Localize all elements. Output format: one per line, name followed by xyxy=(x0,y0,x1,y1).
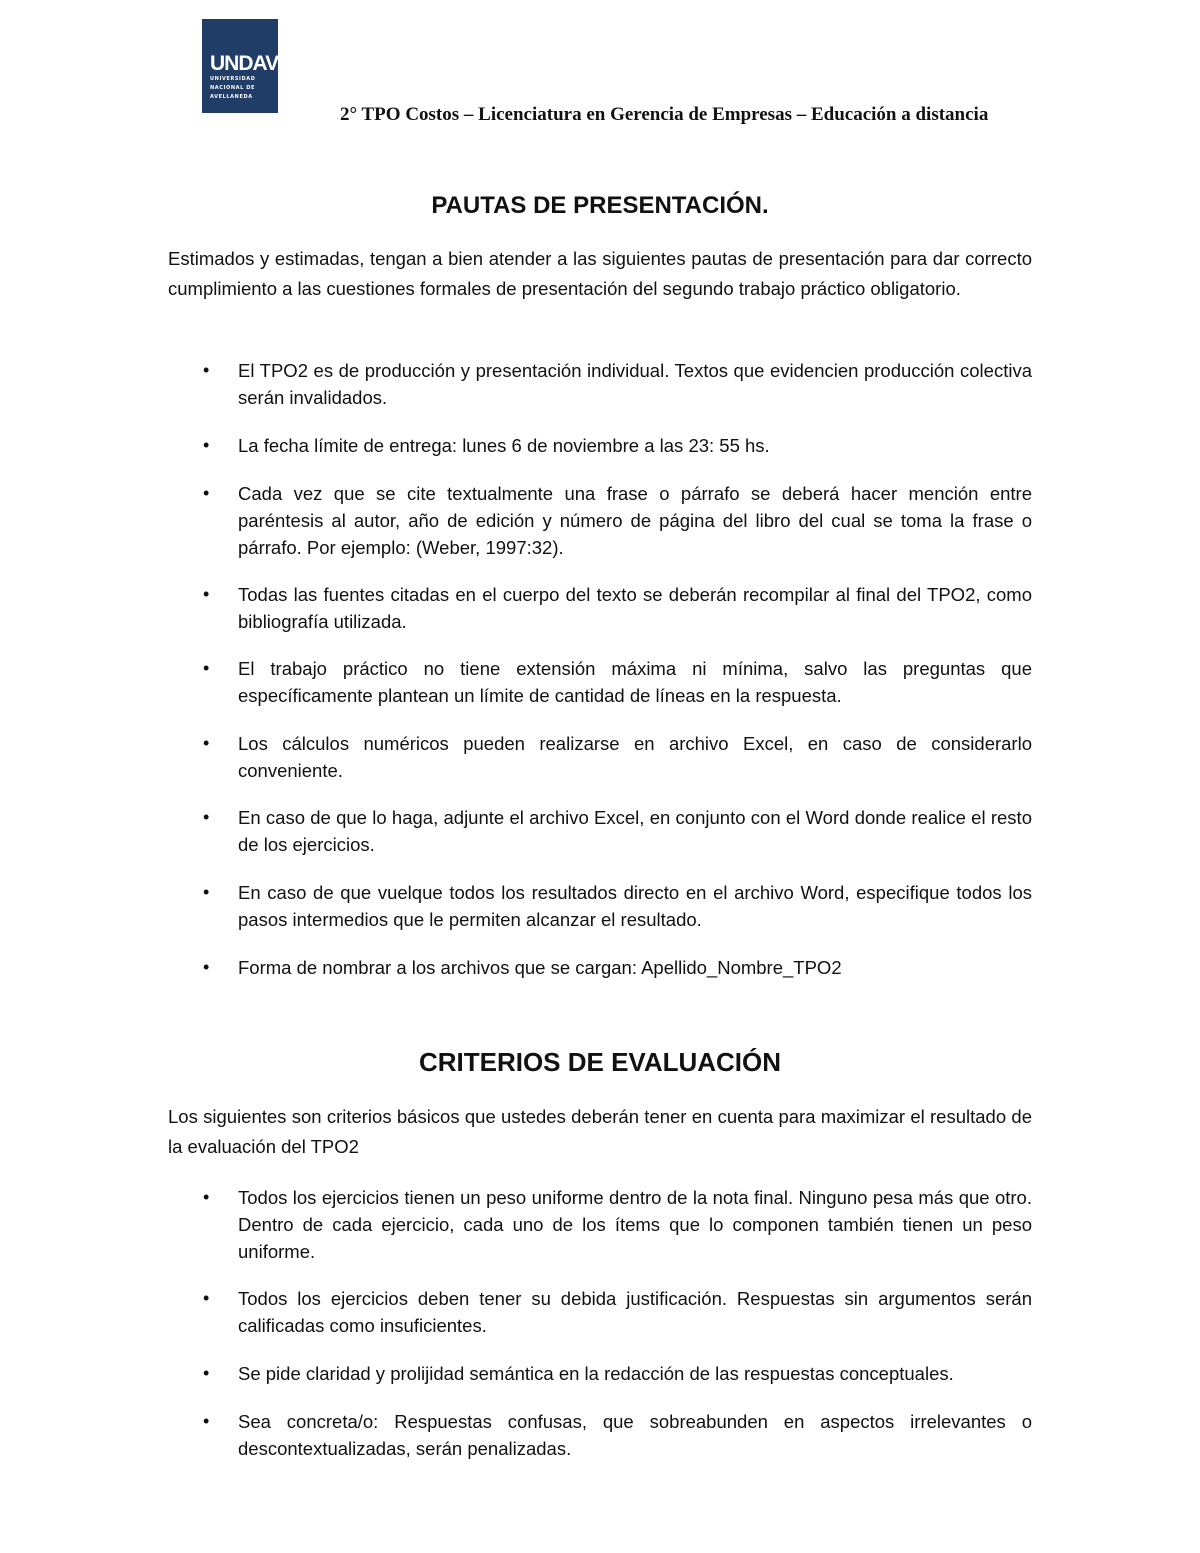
list-item: • En caso de que vuelque todos los resultados directo en el archivo Word, especifique todos los pasos intermedios que le permiten alcanzar el resultado. xyxy=(203,882,1032,930)
logo-line-2: NACIONAL DE xyxy=(210,85,255,91)
list-item: • La fecha límite de entrega: lunes 6 de noviembre a las 23: 55 hs. xyxy=(203,435,770,456)
list-item: • Forma de nombrar a los archivos que se cargan: Apellido_Nombre_TPO2 xyxy=(203,957,842,978)
section-title-pautas: PAUTAS DE PRESENTACIÓN. xyxy=(431,192,769,219)
list-item: • Se pide claridad y prolijidad semántica en la redacción de las respuestas conceptuales. xyxy=(203,1363,954,1384)
list-item: • Sea concreta/o: Respuestas confusas, que sobreabunden en aspectos irrelevantes o descontextualizadas, serán penalizadas. xyxy=(203,1411,1032,1459)
list-item-text: En caso de que lo haga, adjunte el archivo Excel, en conjunto con el Word donde realice el resto de los ejercicios. xyxy=(238,807,1032,855)
list-item-text: Todos los ejercicios deben tener su debida justificación. Respuestas sin argumentos serán calificadas como insuficientes. xyxy=(238,1288,1032,1336)
document-header: 2° TPO Costos – Licenciatura en Gerencia de Empresas – Educación a distancia xyxy=(340,104,989,125)
list-item: • Cada vez que se cite textualmente una frase o párrafo se deberá hacer mención entre paréntesis al autor, año de edición y número de página del libro del cual se toma la frase o párrafo. Por ejemplo: (Weber, 1997:32). xyxy=(203,483,1032,558)
list-item: • Todos los ejercicios tienen un peso uniforme dentro de la nota final. Ninguno pesa más que otro. Dentro de cada ejercicio, cada uno de los ítems que lo componen también tienen un peso uniforme. xyxy=(203,1187,1032,1262)
list-item-text: La fecha límite de entrega: lunes 6 de noviembre a las 23: 55 hs. xyxy=(238,435,770,456)
list-item: • Todas las fuentes citadas en el cuerpo del texto se deberán recompilar al final del TPO2, como bibliografía utilizada. xyxy=(203,584,1032,632)
section-intro-pautas: Estimados y estimadas, tengan a bien atender a las siguientes pautas de presentación para dar correcto cumplimiento a las cuestiones formales de presentación del segundo trabajo práctico obligatorio. xyxy=(168,248,1032,299)
list-item: • El TPO2 es de producción y presentación individual. Textos que evidencien producción colectiva serán invalidados. xyxy=(203,360,1032,408)
list-item-text: Forma de nombrar a los archivos que se cargan: Apellido_Nombre_TPO2 xyxy=(238,957,842,978)
section-title-criterios: CRITERIOS DE EVALUACIÓN xyxy=(418,1047,782,1077)
list-item-text: El trabajo práctico no tiene extensión máxima ni mínima, salvo las preguntas que específicamente plantean un límite de cantidad de líneas en la respuesta. xyxy=(238,658,1032,706)
list-item: • El trabajo práctico no tiene extensión máxima ni mínima, salvo las preguntas que específicamente plantean un límite de cantidad de líneas en la respuesta. xyxy=(203,658,1032,706)
section-intro-criterios: Los siguientes son criterios básicos que ustedes deberán tener en cuenta para maximizar el resultado de la evaluación del TPO2 xyxy=(168,1106,1032,1157)
logo-line-3: AVELLANEDA xyxy=(210,94,253,100)
list-item-text: En caso de que vuelque todos los resultados directo en el archivo Word, especifique todos los pasos intermedios que le permiten alcanzar el resultado. xyxy=(238,882,1032,930)
list-item-text: Todos los ejercicios tienen un peso uniforme dentro de la nota final. Ninguno pesa más que otro. Dentro de cada ejercicio, cada uno de los ítems que lo componen también tienen un peso uniforme. xyxy=(238,1187,1032,1262)
list-item-text: Se pide claridad y prolijidad semántica en la redacción de las respuestas conceptuales. xyxy=(238,1363,954,1384)
logo-wordmark: UNDAV xyxy=(210,52,279,75)
list-item: • En caso de que lo haga, adjunte el archivo Excel, en conjunto con el Word donde realice el resto de los ejercicios. xyxy=(203,807,1032,855)
list-item-text: Los cálculos numéricos pueden realizarse en archivo Excel, en caso de considerarlo conveniente. xyxy=(238,733,1032,781)
logo-line-1: UNIVERSIDAD xyxy=(210,76,256,82)
list-item: • Todos los ejercicios deben tener su debida justificación. Respuestas sin argumentos serán calificadas como insuficientes. xyxy=(203,1288,1032,1336)
university-logo xyxy=(202,19,278,113)
list-item: • Los cálculos numéricos pueden realizarse en archivo Excel, en caso de considerarlo conveniente. xyxy=(203,733,1032,781)
list-item-text: El TPO2 es de producción y presentación individual. Textos que evidencien producción colectiva serán invalidados. xyxy=(238,360,1032,408)
list-item-text: Sea concreta/o: Respuestas confusas, que sobreabunden en aspectos irrelevantes o descontextualizadas, serán penalizadas. xyxy=(238,1411,1032,1459)
list-item-text: Cada vez que se cite textualmente una frase o párrafo se deberá hacer mención entre paréntesis al autor, año de edición y número de página del libro del cual se toma la frase o párrafo. Por ejemplo: (Weber, 1997:32). xyxy=(238,483,1032,558)
list-item-text: Todas las fuentes citadas en el cuerpo del texto se deberán recompilar al final del TPO2, como bibliografía utilizada. xyxy=(238,584,1032,632)
